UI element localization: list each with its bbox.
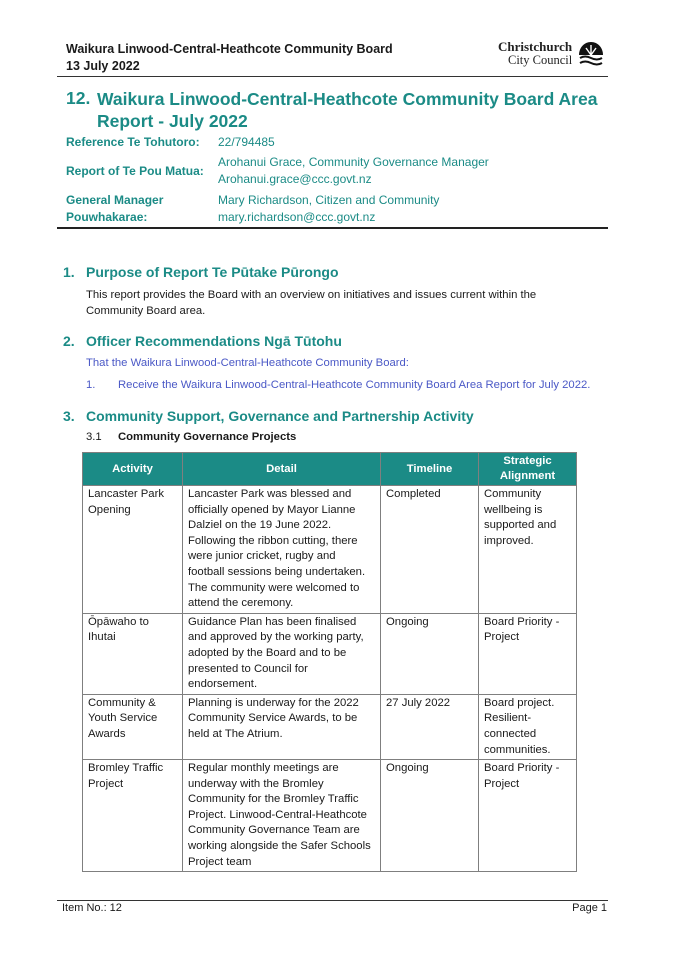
- subsection-number: 3.1: [86, 431, 102, 443]
- cell-activity: Lancaster Park Opening: [83, 486, 183, 614]
- header-timeline: Timeline: [381, 453, 479, 486]
- report-of-label: Report of Te Pou Matua:: [66, 164, 204, 178]
- section-1-title: Purpose of Report Te Pūtake Pūrongo: [86, 264, 339, 280]
- board-name: Waikura Linwood-Central-Heathcote Community Board: [66, 42, 393, 56]
- section-2-title: Officer Recommendations Ngā Tūtohu: [86, 333, 342, 349]
- table-row: [83, 486, 577, 614]
- section-1-number: 1.: [63, 264, 75, 280]
- table-header-row: [83, 453, 577, 486]
- meeting-date: 13 July 2022: [66, 59, 140, 73]
- cell-activity: Community & Youth Service Awards: [83, 694, 183, 759]
- cell-alignment: Board Priority - Project: [479, 760, 577, 872]
- footer-page-number: Page 1: [572, 902, 607, 914]
- cell-timeline: Ongoing: [381, 613, 479, 694]
- general-manager-name: Mary Richardson, Citizen and Community: [218, 193, 440, 207]
- report-of-email: Arohanui.grace@ccc.govt.nz: [218, 172, 372, 186]
- section-2-number: 2.: [63, 333, 75, 349]
- cell-timeline: 27 July 2022: [381, 694, 479, 759]
- table-row: [83, 694, 577, 759]
- header-strategic-alignment: Strategic Alignment: [479, 453, 577, 486]
- table-row: [83, 760, 577, 872]
- recommendation-item-text: Receive the Waikura Linwood-Central-Heathcote Community Board Area Report for July 2022.: [118, 379, 591, 391]
- header-divider: [57, 76, 608, 77]
- page-header: [66, 41, 393, 75]
- subsection-title: Community Governance Projects: [118, 431, 297, 443]
- footer-divider: [57, 900, 608, 901]
- cell-timeline: Completed: [381, 486, 479, 614]
- section-1-text: This report provides the Board with an overview on initiatives and issues current within the Community Board area.: [86, 289, 537, 317]
- recommendation-item-number: 1.: [86, 379, 96, 391]
- cell-detail: Planning is underway for the 2022 Community Service Awards, to be held at The Atrium.: [183, 694, 381, 759]
- section-3-title: Community Support, Governance and Partnership Activity: [86, 408, 474, 424]
- general-manager-label: General Manager: [66, 193, 164, 207]
- cell-alignment: Board project. Resilient-connected communities.: [479, 694, 577, 759]
- cell-detail: Lancaster Park was blessed and officially opened by Mayor Lianne Dalziel on the 19 June 2022. Following the ribbon cutting, there were junior cricket, rugby and football sessions being undertaken. The community were welcomed to attend the ceremony.: [183, 486, 381, 614]
- cell-detail: Regular monthly meetings are underway with the Bromley Community for the Bromley Traffic Project. Linwood-Central-Heathcote Community Governance Team are working alongside the Safer Schools Project team: [183, 760, 381, 872]
- recommendation-intro: That the Waikura Linwood-Central-Heathcote Community Board:: [86, 357, 409, 369]
- cell-activity: Bromley Traffic Project: [83, 760, 183, 872]
- footer-item-number: Item No.: 12: [62, 902, 122, 914]
- table-row: [83, 613, 577, 694]
- reference-label: Reference Te Tohutoro:: [66, 135, 200, 149]
- cell-timeline: Ongoing: [381, 760, 479, 872]
- logo-line-2: City Council: [508, 53, 573, 67]
- report-of-name: Arohanui Grace, Community Governance Manager: [218, 155, 489, 169]
- council-logo: [498, 40, 608, 70]
- section-3-number: 3.: [63, 408, 75, 424]
- cell-alignment: Board Priority - Project: [479, 613, 577, 694]
- reference-value: 22/794485: [218, 135, 275, 149]
- cell-detail: Guidance Plan has been finalised and approved by the working party, adopted by the Board and to be presented to Council for endorsement.: [183, 613, 381, 694]
- cell-activity: Ōpāwaho to Ihutai: [83, 613, 183, 694]
- ccc-logo-mark-icon: [578, 41, 604, 69]
- pouwhakarae-label: Pouwhakarae:: [66, 210, 148, 224]
- report-title: Waikura Linwood-Central-Heathcote Community Board Area Report - July 2022: [97, 89, 598, 131]
- header-detail: Detail: [183, 453, 381, 486]
- logo-line-1: Christchurch: [498, 39, 573, 54]
- report-number: 12.: [66, 88, 91, 108]
- cell-alignment: Community wellbeing is supported and improved.: [479, 486, 577, 614]
- meta-divider: [57, 227, 608, 229]
- governance-projects-table: [82, 452, 577, 872]
- header-activity: Activity: [83, 453, 183, 486]
- general-manager-email: mary.richardson@ccc.govt.nz: [218, 210, 376, 224]
